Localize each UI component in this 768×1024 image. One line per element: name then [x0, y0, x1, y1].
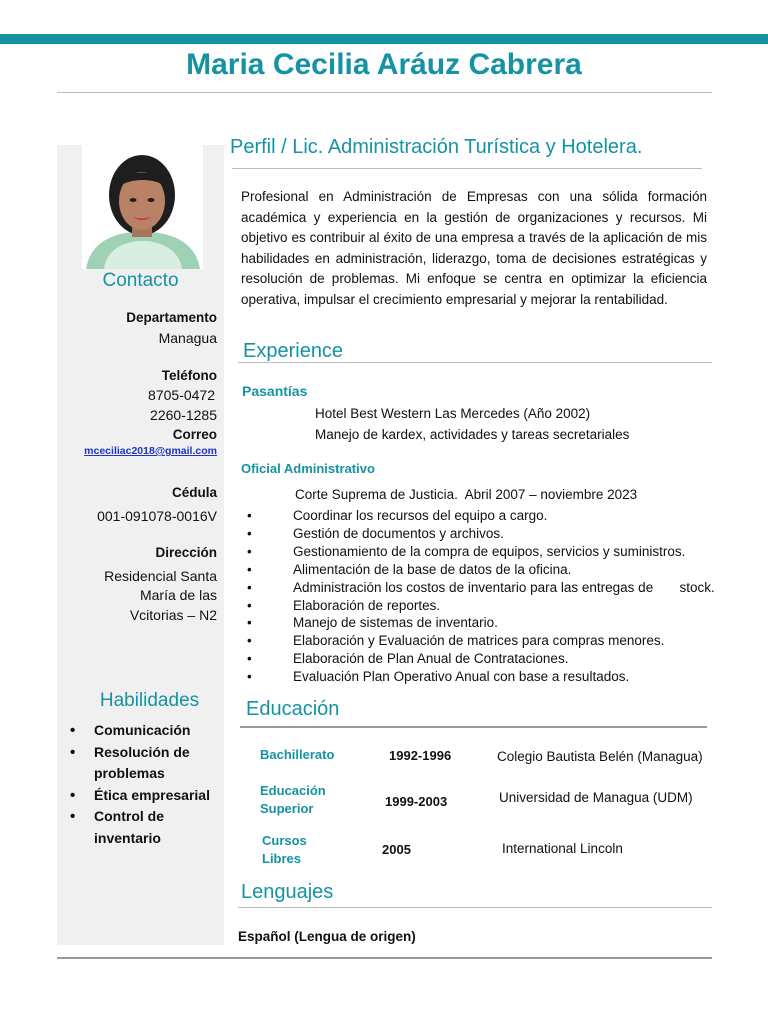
education-years: 1999-2003 — [385, 794, 448, 809]
internship-duties: Manejo de kardex, actividades y tareas secretariales — [315, 427, 630, 442]
email-label: Correo — [172, 427, 217, 442]
experience-divider — [238, 362, 712, 363]
phone-value-1: 8705-0472 — [148, 387, 215, 403]
education-level: Cursos Libres — [262, 833, 307, 866]
phone-value-2: 2260-1285 — [150, 407, 217, 423]
education-institution: Universidad de Managua (UDM) — [499, 790, 693, 805]
task-item: • Coordinar los recursos del equipo a cargo. — [244, 507, 744, 525]
header-divider — [57, 92, 712, 93]
skill-item: • Comunicación — [68, 720, 223, 742]
task-item: • Elaboración de Plan Anual de Contrataciones. — [244, 650, 744, 668]
education-heading: Educación — [246, 698, 340, 720]
task-item: • Elaboración y Evaluación de matrices para compras menores. — [244, 632, 744, 650]
task-item: • Alimentación de la base de datos de la oficina. — [244, 561, 744, 579]
task-item: • Gestión de documentos y archivos. — [244, 525, 744, 543]
education-divider — [240, 726, 707, 728]
admin-place: Corte Suprema de Justicia. Abril 2007 – noviembre 2023 — [295, 487, 638, 502]
internship-title: Pasantías — [242, 383, 308, 399]
phone-label: Teléfono — [161, 368, 217, 383]
department-value: Managua — [158, 330, 217, 346]
profile-summary: Profesional en Administración de Empresas con una sólida formación académica y experiencia en la gestión de organizaciones y recursos. Mi objetivo es contribuir al éxito de una empresa a través de la aplicación de mis habilidades en administración, liderazgo, toma de decisiones estratégicas y resolución de problemas. Mi enfoque se centra en optimizar la eficiencia operativa, impulsar el crecimiento empresarial y mejorar la rentabilidad. — [241, 189, 707, 307]
task-item: • Elaboración de reportes. — [244, 597, 744, 615]
task-item: • Manejo de sistemas de inventario. — [244, 614, 744, 632]
skills-list — [68, 720, 223, 849]
footer-divider — [57, 957, 712, 959]
internship-place: Hotel Best Western Las Mercedes (Año 2002) — [315, 406, 591, 421]
education-years: 1992-1996 — [389, 748, 452, 763]
education-years: 2005 — [382, 842, 411, 857]
department-label: Departamento — [126, 310, 217, 325]
header-accent-bar — [0, 34, 768, 44]
address-line-2: María de las — [139, 587, 217, 603]
skills-heading: Habilidades — [99, 690, 200, 711]
contact-heading: Contacto — [102, 270, 179, 291]
profile-heading: Perfil / Lic. Administración Turística y Hotelera. — [230, 136, 643, 158]
candidate-name: Maria Cecilia Aráuz Cabrera — [186, 48, 582, 81]
education-level: Bachillerato — [260, 747, 335, 762]
task-item: • Evaluación Plan Operativo Anual con base a resultados. — [244, 668, 744, 686]
education-level: Educación Superior — [260, 783, 326, 816]
address-line-3: Vcitorias – N2 — [129, 607, 217, 623]
email-link[interactable]: mceciliac2018@gmail.com — [84, 445, 217, 457]
address-line-1: Residencial Santa — [104, 568, 217, 584]
admin-task-list — [244, 507, 744, 686]
language-item: Español (Lengua de origen) — [238, 929, 416, 944]
task-item: • Administración los costos de inventario para las entregas de stock. — [244, 579, 744, 597]
skill-item: • Ética empresarial — [68, 785, 223, 807]
admin-title: Oficial Administrativo — [241, 461, 375, 476]
id-value: 001-091078-0016V — [97, 508, 217, 524]
languages-divider — [238, 907, 712, 908]
experience-heading: Experience — [243, 340, 344, 362]
skill-item: • Control de inventario — [68, 806, 223, 849]
id-label: Cédula — [171, 485, 217, 500]
education-institution: Colegio Bautista Belén (Managua) — [497, 749, 703, 764]
address-label: Dirección — [155, 545, 217, 560]
profile-divider — [232, 168, 702, 169]
education-institution: International Lincoln — [502, 841, 623, 856]
skill-item: • Resolución de problemas — [68, 742, 223, 785]
task-item: • Gestionamiento de la compra de equipos, servicios y suministros. — [244, 543, 744, 561]
profile-photo — [82, 145, 203, 269]
languages-heading: Lenguajes — [241, 881, 334, 903]
